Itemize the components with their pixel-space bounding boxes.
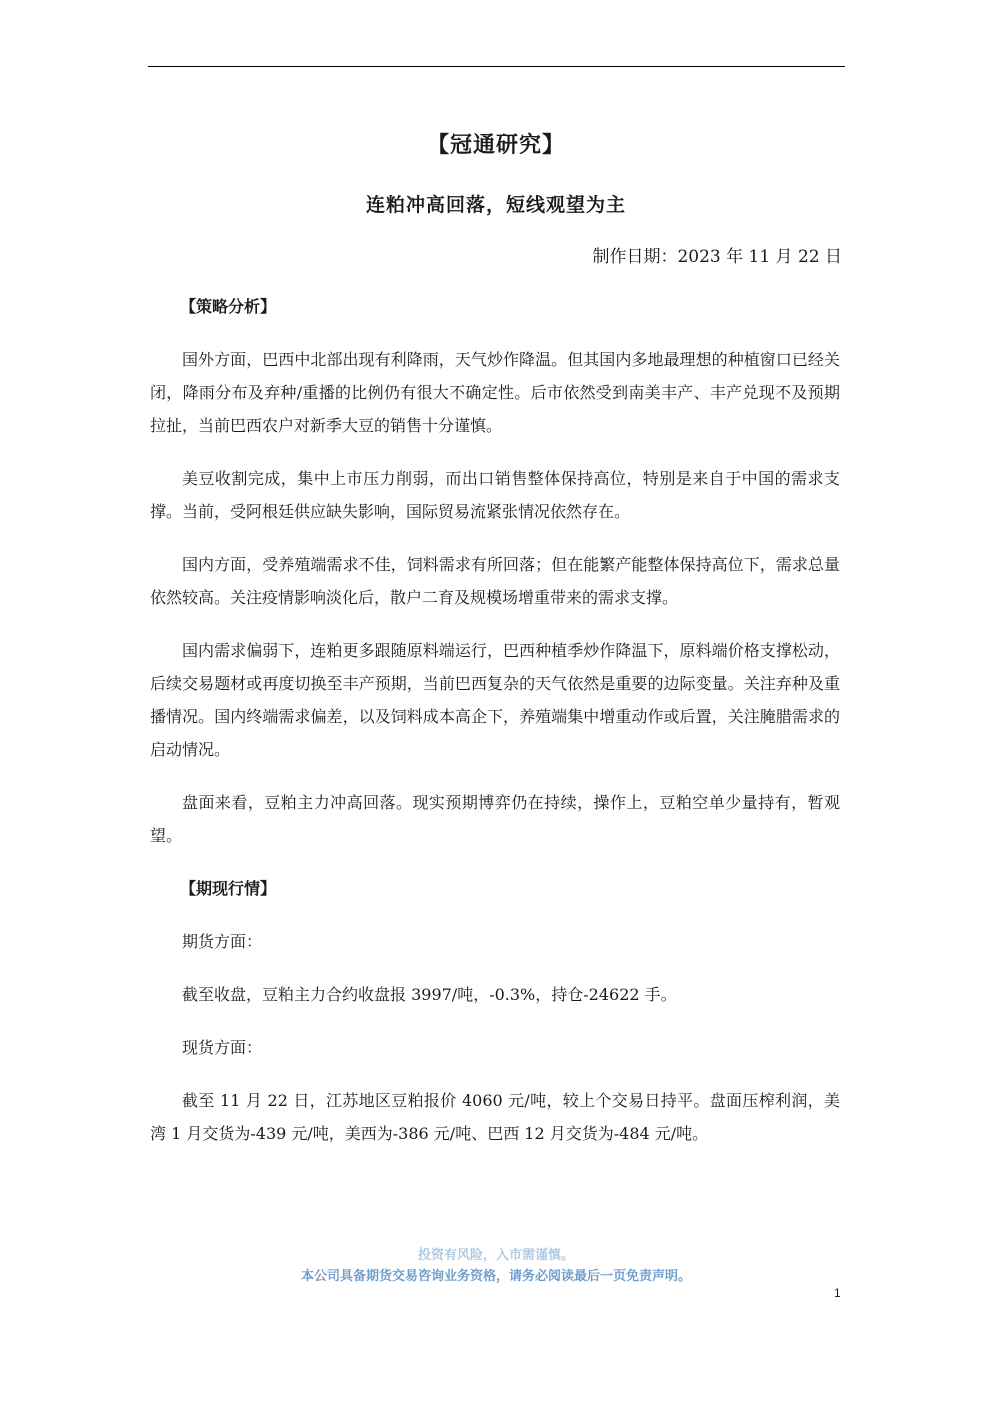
section-heading-market: 【期现行情】 [180, 879, 277, 898]
section-market [150, 872, 840, 1150]
report-body [150, 290, 840, 1170]
page-number: 1 [834, 1286, 841, 1300]
paragraph: 现货方面： [182, 1038, 263, 1057]
header-rule [148, 66, 845, 67]
paragraph: 截至收盘，豆粕主力合约收盘报 3997/吨，-0.3%，持仓-24622 手。 [182, 985, 677, 1004]
paragraph: 截至 11 月 22 日，江苏地区豆粕报价 4060 元/吨，较上个交易日持平。盘面压榨利润，美湾 1 月交货为-439 元/吨，美西为-386 元/吨、巴西 12 月交货为-484 元/吨。 [150, 1091, 840, 1143]
report-title: 连粕冲高回落，短线观望为主 [365, 194, 626, 216]
paragraph: 国外方面，巴西中北部出现有利降雨，天气炒作降温。但其国内多地最理想的种植窗口已经关闭，降雨分布及弃种/重播的比例仍有很大不确定性。后市依然受到南美丰产、丰产兑现不及预期拉扯，当前巴西农户对新季大豆的销售十分谨慎。 [150, 350, 840, 435]
paragraph: 国内需求偏弱下，连粕更多跟随原料端运行，巴西种植季炒作降温下，原料端价格支撑松动，后续交易题材或再度切换至丰产预期，当前巴西复杂的天气依然是重要的边际变量。关注弃种及重播情况。国内终端需求偏差，以及饲料成本高企下，养殖端集中增重动作或后置，关注腌腊需求的启动情况。 [150, 641, 840, 759]
paragraph: 国内方面，受养殖端需求不佳，饲料需求有所回落；但在能繁产能整体保持高位下，需求总量依然较高。关注疫情影响淡化后，散户二育及规模场增重带来的需求支撑。 [150, 555, 840, 607]
paragraph: 盘面来看，豆粕主力冲高回落。现实预期博弈仍在持续，操作上，豆粕空单少量持有，暂观望。 [150, 793, 840, 845]
qualification-disclaimer: 本公司具备期货交易咨询业务资格，请务必阅读最后一页免责声明。 [300, 1269, 691, 1284]
report-tag: 【冠通研究】 [426, 132, 565, 158]
report-date: 制作日期：2023 年 11 月 22 日 [592, 247, 842, 267]
paragraph: 美豆收割完成，集中上市压力削弱，而出口销售整体保持高位，特别是来自于中国的需求支撑。当前，受阿根廷供应缺失影响，国际贸易流紧张情况依然存在。 [150, 469, 840, 521]
section-heading-strategy: 【策略分析】 [180, 297, 277, 316]
risk-disclaimer: 投资有风险，入市需谨慎。 [417, 1248, 574, 1263]
section-strategy [150, 290, 840, 852]
paragraph: 期货方面： [182, 932, 263, 951]
